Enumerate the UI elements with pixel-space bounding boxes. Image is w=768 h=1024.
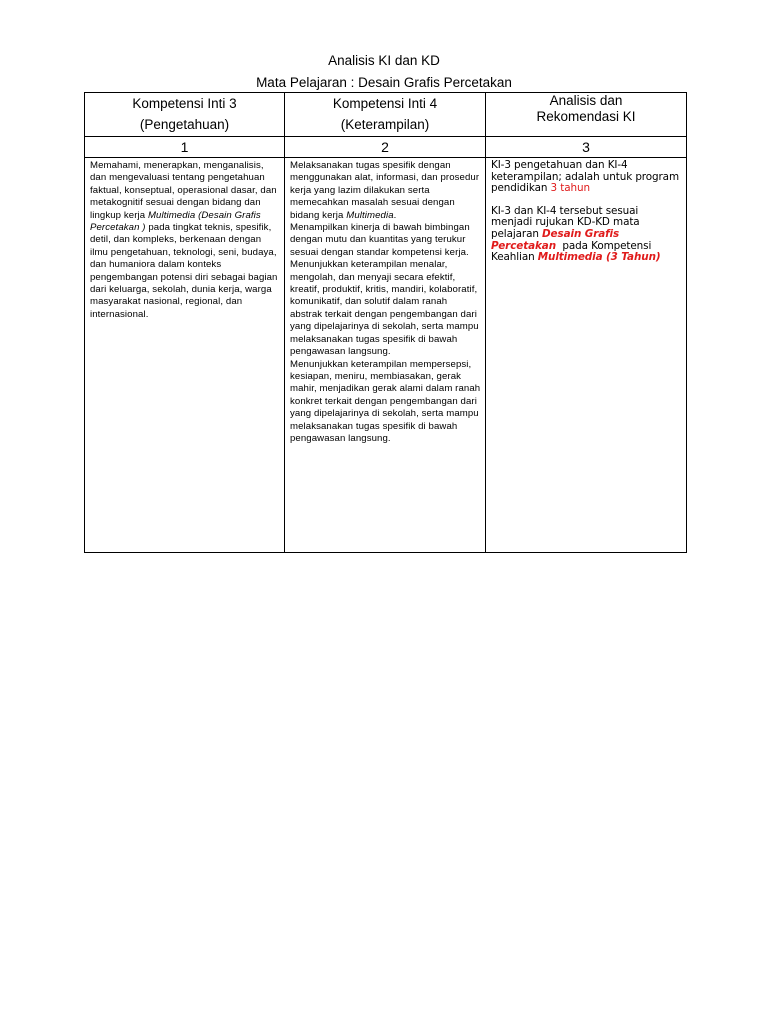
ki4-p1-text-b: .: [393, 209, 397, 221]
header-ki3: [85, 93, 285, 137]
ki4-p1-italic: Multimedia: [346, 209, 394, 221]
analisis-p2-text-b: pada Kompetensi Keahlian: [491, 239, 655, 264]
analisis-p2-highlight-1: Desain Grafis Percetakan: [491, 227, 620, 252]
analisis-paragraph-1: [491, 160, 682, 195]
column-number-1: 1: [85, 137, 285, 158]
header-analisis: [486, 93, 687, 137]
analisis-p1-highlight: 3 tahun: [550, 182, 590, 195]
ki3-text-b: pada tingkat teknis, spesifik, detil, dan kompleks, berkenaan dengan ilmu pengetahuan, teknologi, seni, budaya, dan humaniora dalam konteks pengembangan potensi diri sebagai bagian dari keluarga, sekolah, dunia kerja, warga masyarakat nasional, regional, dan internasional.: [90, 222, 278, 320]
column-number-row: [85, 137, 687, 158]
table-header-row: [85, 93, 687, 137]
analisis-cell: [486, 158, 687, 553]
header-ki3-line1: Kompetensi Inti 3: [132, 96, 237, 111]
analisis-p2-highlight-2: Multimedia (3 Tahun): [537, 251, 661, 264]
document-subtitle: Mata Pelajaran : Desain Grafis Percetakan: [256, 75, 512, 90]
column-number-3: 3: [486, 137, 687, 158]
analisis-p1-text: KI-3 pengetahuan dan KI-4 keterampilan; adalah untuk program pendidikan: [491, 159, 679, 195]
ki3-text-a: Memahami, menerapkan, menganalisis, dan mengevaluasi tentang pengetahuan faktual, konseptual, operasional dasar, dan metakognitif sesuai dengan bidang dan lingkup kerja: [90, 160, 277, 221]
analisis-paragraph-2: [491, 206, 682, 264]
ki4-cell: [285, 158, 486, 553]
header-ki4-line2: (Keterampilan): [340, 117, 430, 132]
header-ki4: [285, 93, 486, 137]
ki3-cell: [85, 158, 285, 553]
header-ki3-line2: (Pengetahuan): [139, 117, 230, 132]
ki4-paragraph-2: Menampilkan kinerja di bawah bimbingan dengan mutu dan kuantitas yang terukur sesuai dengan standar kompetensi kerja.: [290, 222, 470, 258]
header-analisis-line2: Rekomendasi KI: [536, 109, 636, 124]
header-analisis-line1: Analisis dan: [549, 93, 623, 108]
ki3-paragraph: [90, 160, 280, 321]
table-body-row: [85, 158, 687, 553]
ki4-paragraph-3: Menunjukkan keterampilan menalar, mengolah, dan menyaji secara efektif, kreatif, produktif, kritis, mandiri, kolaboratif, komunikatif, dan solutif dalam ranah abstrak terkait dengan pengembangan dari yang dipelajarinya di sekolah, serta mampu melaksanakan tugas spesifik di bawah pengawasan langsung.: [290, 259, 479, 358]
column-number-2: 2: [285, 137, 486, 158]
analisis-p2-text-a: KI-3 dan KI-4 tersebut sesuai menjadi rujukan KD-KD mata pelajaran: [491, 204, 640, 240]
ki4-paragraph-4: Menunjukkan keterampilan mempersepsi, kesiapan, meniru, membiasakan, gerak mahir, menjadikan gerak alami dalam ranah konkret terkait dengan pengembangan dari yang dipelajarinya di sekolah, serta mampu melaksanakan tugas spesifik di bawah pengawasan langsung.: [290, 358, 481, 444]
ki-analysis-table: [84, 92, 687, 553]
ki4-paragraph-1: [290, 160, 481, 222]
ki3-text-italic: Multimedia (Desain Grafis Percetakan ): [90, 209, 261, 234]
document-title: Analisis KI dan KD: [328, 53, 440, 68]
ki4-p1-text-a: Melaksanakan tugas spesifik dengan menggunakan alat, informasi, dan prosedur kerja yang lazim dilakukan serta memecahkan masalah sesuai dengan bidang kerja: [290, 160, 480, 221]
header-ki4-line1: Kompetensi Inti 4: [332, 96, 438, 111]
